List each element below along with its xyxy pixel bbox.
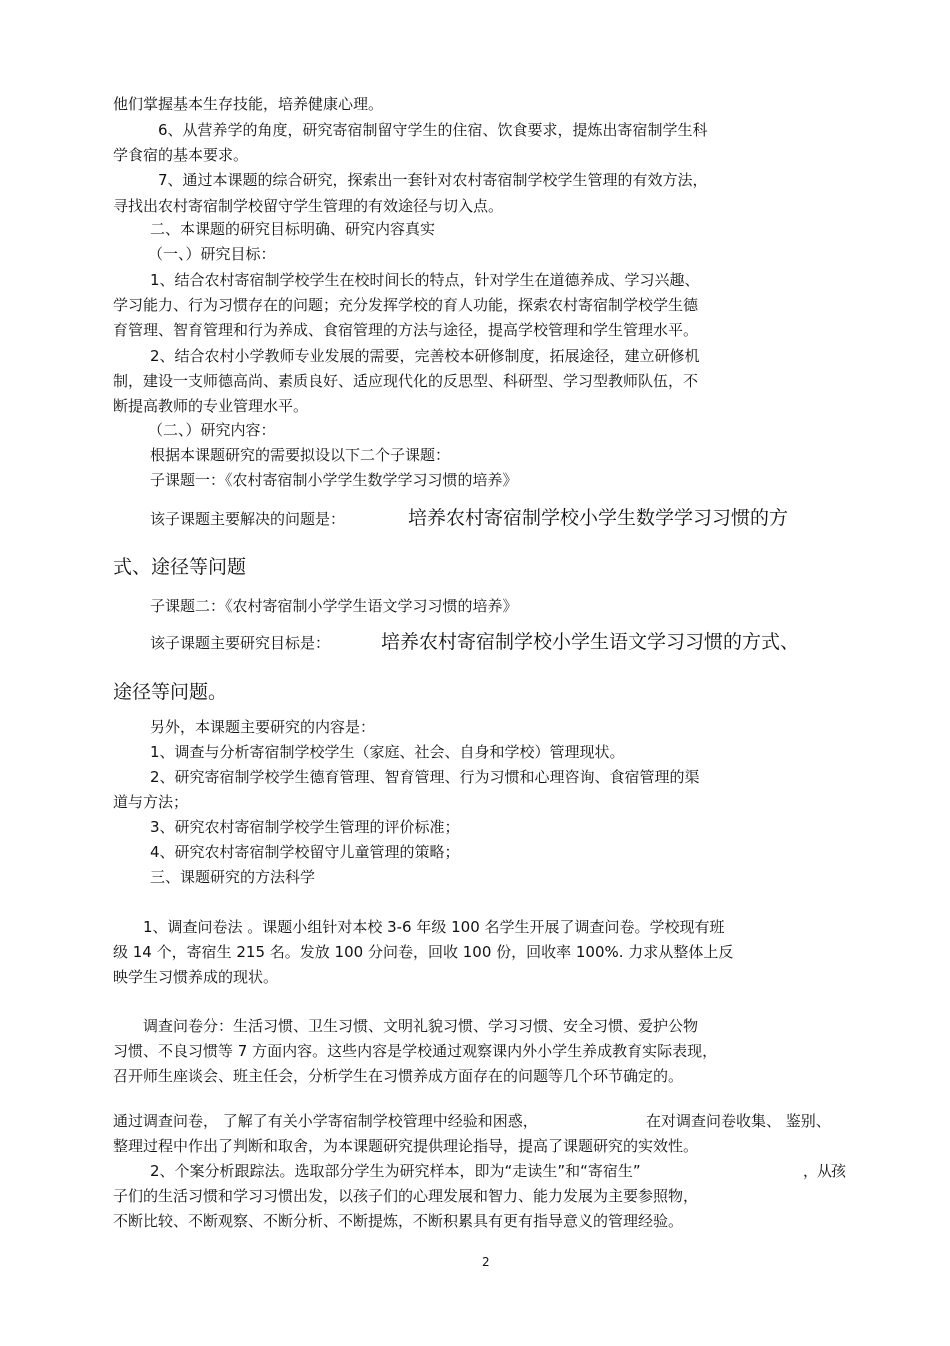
text-line: 学习能力、行为习惯存在的问题；充分发挥学校的育人功能，探索农村寄宿制学校学生德 — [113, 296, 699, 314]
text-line: 道与方法； — [113, 793, 189, 811]
text-line: 调查问卷分：生活习惯、卫生习惯、文明礼貌习惯、学习习惯、安全习惯、爱护公物 — [143, 1017, 699, 1035]
text-line: 召开师生座谈会、班主任会，分析学生在习惯养成方面存在的问题等几个环节确定的。 — [113, 1067, 684, 1085]
text-line: 子课题二：《农村寄宿制小学学生语文学习习惯的培养》 — [150, 597, 518, 615]
text-line: 培养农村寄宿制学校小学生数学学习习惯的方 — [408, 507, 789, 529]
text-line: 6、从营养学的角度，研究寄宿制留守学生的住宿、饮食要求，提炼出寄宿制学生科 — [158, 121, 708, 139]
text-line: 培养农村寄宿制学校小学生语文学习习惯的方式、 — [381, 631, 800, 653]
text-line: 1、结合农村寄宿制学校学生在校时间长的特点，针对学生在道德养成、学习兴趣、 — [150, 271, 700, 289]
text-line: 途径等问题。 — [113, 681, 228, 703]
text-line: 子课题一：《农村寄宿制小学学生数学学习习惯的培养》 — [150, 471, 518, 489]
section-heading: 二、本课题的研究目标明确、研究内容真实 — [150, 220, 436, 238]
text-line: 4、研究农村寄宿制学校留守儿童管理的策略； — [150, 843, 460, 861]
text-line: 他们掌握基本生存技能，培养健康心理。 — [113, 95, 384, 113]
text-line: 子们的生活习惯和学习习惯出发，以孩子们的心理发展和智力、能力发展为主要参照物， — [113, 1187, 699, 1205]
text-line: 学食宿的基本要求。 — [113, 146, 249, 164]
text-line: 2、研究寄宿制学校学生德育管理、智育管理、行为习惯和心理咨询、食宿管理的渠 — [150, 768, 700, 786]
text-line: 3、研究农村寄宿制学校学生管理的评价标准； — [150, 818, 460, 836]
text-line: 不断比较、不断观察、不断分析、不断提炼，不断积累具有更有指导意义的管理经验。 — [113, 1212, 684, 1230]
text-line: 2、结合农村小学教师专业发展的需要，完善校本研修制度，拓展途径，建立研修机 — [150, 347, 700, 365]
text-line: 在对调查问卷收集、 鉴别、 — [646, 1112, 831, 1130]
text-line: 习惯、不良习惯等 7 方面内容。这些内容是学校通过观察课内外小学生养成教育实际表现， — [113, 1042, 718, 1060]
subsection-heading: （二、）研究内容： — [148, 421, 276, 439]
text-line: 级 14 个，寄宿生 215 名。发放 100 分问卷，回收 100 份，回收率 100%. 力求从整体上反 — [113, 943, 734, 961]
page-number: 2 — [482, 1255, 490, 1269]
text-line: ，从孩 — [803, 1162, 846, 1180]
text-line: 育管理、智育管理和行为养成、食宿管理的方法与途径，提高学校管理和学生管理水平。 — [113, 321, 699, 339]
subsection-heading: （一、）研究目标： — [148, 245, 276, 263]
text-line: 1、调查与分析寄宿制学校学生（家庭、社会、自身和学校）管理现状。 — [150, 743, 625, 761]
text-line: 另外，本课题主要研究的内容是： — [150, 718, 376, 736]
text-line: 映学生习惯养成的现状。 — [113, 968, 279, 986]
text-line: 1、调查问卷法 。课题小组针对本校 3-6 年级 100 名学生开展了调查问卷。学校现有班 — [143, 918, 725, 936]
text-line: 该子课题主要研究目标是： — [150, 634, 331, 652]
text-line: 通过调查问卷， 了解了有关小学寄宿制学校管理中经验和困惑， — [113, 1112, 538, 1130]
text-line: 断提高教师的专业管理水平。 — [113, 397, 309, 415]
text-line: 整理过程中作出了判断和取舍，为本课题研究提供理论指导，提高了课题研究的实效性。 — [113, 1137, 699, 1155]
text-line: 寻找出农村寄宿制学校留守学生管理的有效途径与切入点。 — [113, 197, 504, 215]
text-line: 7、通过本课题的综合研究，探索出一套针对农村寄宿制学校学生管理的有效方法， — [158, 171, 708, 189]
text-line: 该子课题主要解决的问题是： — [150, 510, 346, 528]
text-line: 制，建设一支师德高尚、素质良好、适应现代化的反思型、科研型、学习型教师队伍，不 — [113, 372, 699, 390]
text-line: 式、途径等问题 — [113, 556, 247, 578]
text-line: 根据本课题研究的需要拟设以下二个子课题： — [150, 446, 451, 464]
section-heading: 三、课题研究的方法科学 — [150, 868, 316, 886]
text-line: 2、个案分析跟踪法。选取部分学生为研究样本，即为“走读生”和“寄宿生” — [150, 1162, 641, 1180]
